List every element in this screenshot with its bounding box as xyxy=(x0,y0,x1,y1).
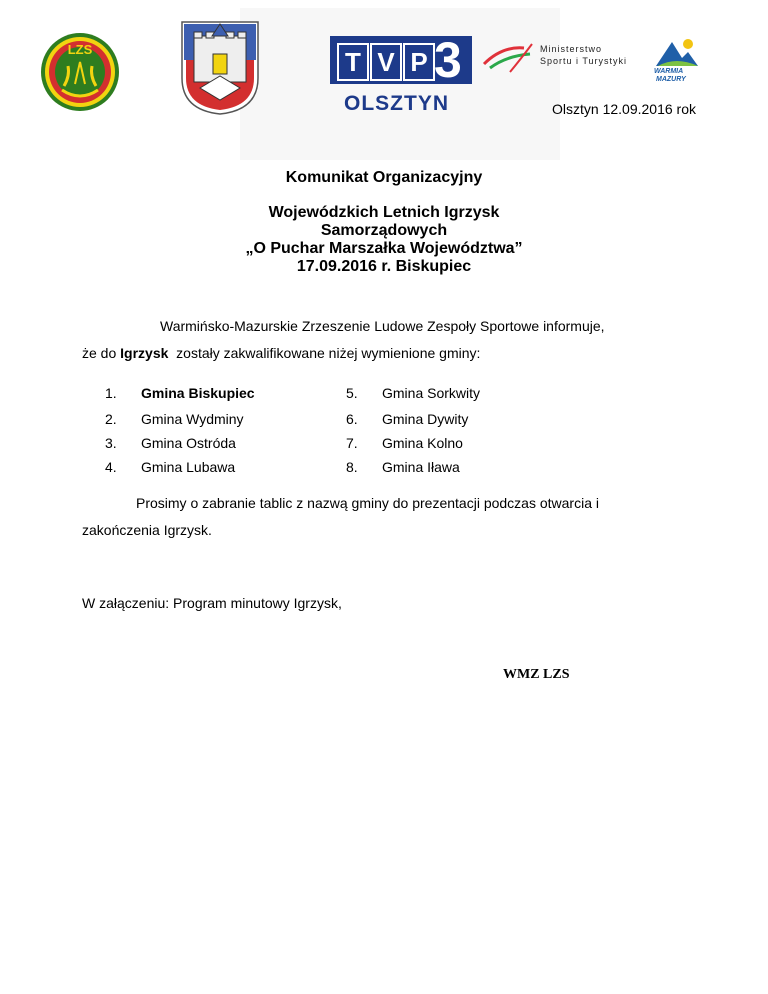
intro-line2-after: zostały zakwalifikowane niżej wymienione gminy: xyxy=(168,345,481,361)
attachment-note: W załączeniu: Program minutowy Igrzysk, xyxy=(82,595,342,611)
lzs-logo-text: LZS xyxy=(67,42,93,57)
list-name: Gmina Kolno xyxy=(382,435,463,451)
tvp-logo-number: 3 xyxy=(434,32,462,88)
tvp3-olsztyn-logo xyxy=(330,32,472,118)
list-item xyxy=(82,459,682,483)
request-line2: zakończenia Igrzysk. xyxy=(82,522,212,538)
warmia-logo-line1: WARMIA xyxy=(654,68,684,75)
list-number: 8. xyxy=(346,459,358,475)
intro-line1: Warmińsko-Mazurskie Zrzeszenie Ludowe Zespoły Sportowe informuje, xyxy=(160,318,605,334)
list-number: 1. xyxy=(105,385,117,401)
ministry-logo xyxy=(480,38,630,88)
list-name: Gmina Ostróda xyxy=(141,435,236,451)
intro-line2-bold: Igrzysk xyxy=(120,345,169,361)
signature: WMZ LZS xyxy=(503,667,570,682)
ministry-logo-line1: Ministerstwo xyxy=(540,44,603,54)
list-item xyxy=(82,435,682,459)
list-name: Gmina Wydminy xyxy=(141,411,244,427)
event-title-line4: 17.09.2016 r. Biskupiec xyxy=(296,258,472,275)
document-title: Komunikat Organizacyjny xyxy=(285,169,483,186)
event-title-line2: Samorządowych xyxy=(320,222,448,239)
list-name: Gmina Lubawa xyxy=(141,459,236,475)
intro-line2-before: że do xyxy=(82,345,121,361)
list-name: Gmina Sorkwity xyxy=(382,385,481,401)
document-date: Olsztyn 12.09.2016 rok xyxy=(552,101,696,117)
list-item xyxy=(82,411,682,435)
list-number: 4. xyxy=(105,459,117,475)
request-line1: Prosimy o zabranie tablic z nazwą gminy do prezentacji podczas otwarcia i xyxy=(136,495,599,511)
list-item xyxy=(82,385,682,409)
warmia-mazury-logo xyxy=(652,36,702,86)
ministry-logo-line2: Sportu i Turystyki xyxy=(540,56,628,66)
event-title xyxy=(0,204,768,276)
town-crest-logo xyxy=(180,20,260,116)
ministry-swoosh-icon xyxy=(480,38,536,78)
list-number: 3. xyxy=(105,435,117,451)
warmia-mazury-icon xyxy=(652,36,702,70)
list-name: Gmina Biskupiec xyxy=(141,385,255,401)
tvp-logo-city: OLSZTYN xyxy=(344,92,449,115)
tvp-letter-t: T xyxy=(337,43,369,81)
list-name: Gmina Dywity xyxy=(382,411,469,427)
event-title-line3: „O Puchar Marszałka Województwa” xyxy=(245,240,523,257)
list-number: 6. xyxy=(346,411,358,427)
list-number: 2. xyxy=(105,411,117,427)
list-name: Gmina Iława xyxy=(382,459,460,475)
event-title-line1: Wojewódzkich Letnich Igrzysk xyxy=(268,204,500,221)
request-paragraph xyxy=(82,490,682,544)
intro-line2 xyxy=(82,340,682,367)
list-number: 7. xyxy=(346,435,358,451)
warmia-logo-line2: MAZURY xyxy=(656,76,686,83)
list-number: 5. xyxy=(346,385,358,401)
lzs-logo xyxy=(40,32,120,112)
intro-paragraph xyxy=(82,313,682,367)
tvp-letter-v: V xyxy=(370,43,402,81)
tvp-letter-p: P xyxy=(403,43,435,81)
